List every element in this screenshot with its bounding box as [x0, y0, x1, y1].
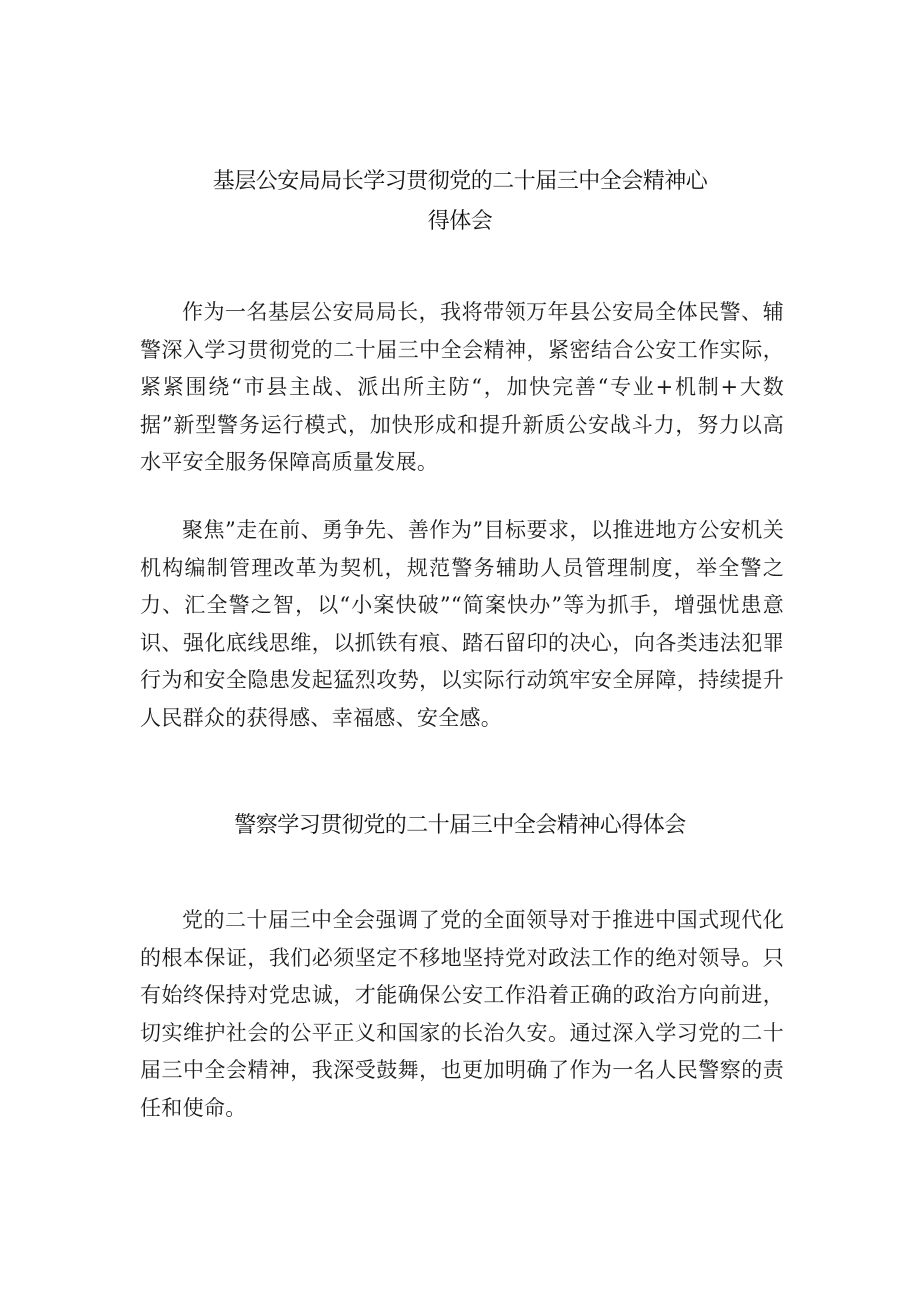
section-1-title-line-1: 基层公安局局长学习贯彻党的二十届三中全会精神心 — [212, 169, 708, 194]
section-1-paragraph-1: 作为一名基层公安局局长，我将带领万年县公安局全体民警、辅警深入学习贯彻党的二十届三中全会精神，紧密结合公安工作实际，紧紧围绕“市县主战、派出所主防“，加快完善“专业+机制+大数据”新型警务运行模式，加快形成和提升新质公安战斗力，努力以高水平安全服务保障高质量发展。 — [140, 300, 784, 475]
section-2-title: 警察学习贯彻党的二十届三中全会精神心得体会 — [234, 813, 686, 838]
section-1-title — [140, 162, 780, 242]
section-2-paragraph-1: 党的二十届三中全会强调了党的全面领导对于推进中国式现代化的根本保证，我们必须坚定不移地坚持党对政法工作的绝对领导。只有始终保持对党忠诚，才能确保公安工作沿着正确的政治方向前进，切实维护社会的公平正义和国家的长治久安。通过深入学习党的二十届三中全会精神，我深受鼓舞，也更加明确了作为一名人民警察的责任和使命。 — [140, 908, 784, 1120]
section-1-title-line-2: 得体会 — [427, 209, 493, 234]
section-1-paragraph-2: 聚焦”走在前、勇争先、善作为”目标要求，以推进地方公安机关机构编制管理改革为契机，规范警务辅助人员管理制度，举全警之力、汇全警之智，以“小案快破”“简案快办”等为抓手，增强忧患意识、强化底线思维，以抓铁有痕、踏石留印的决心，向各类违法犯罪行为和安全隐患发起猛烈攻势，以实际行动筑牢安全屏障，持续提升人民群众的获得感、幸福感、安全感。 — [140, 518, 784, 730]
